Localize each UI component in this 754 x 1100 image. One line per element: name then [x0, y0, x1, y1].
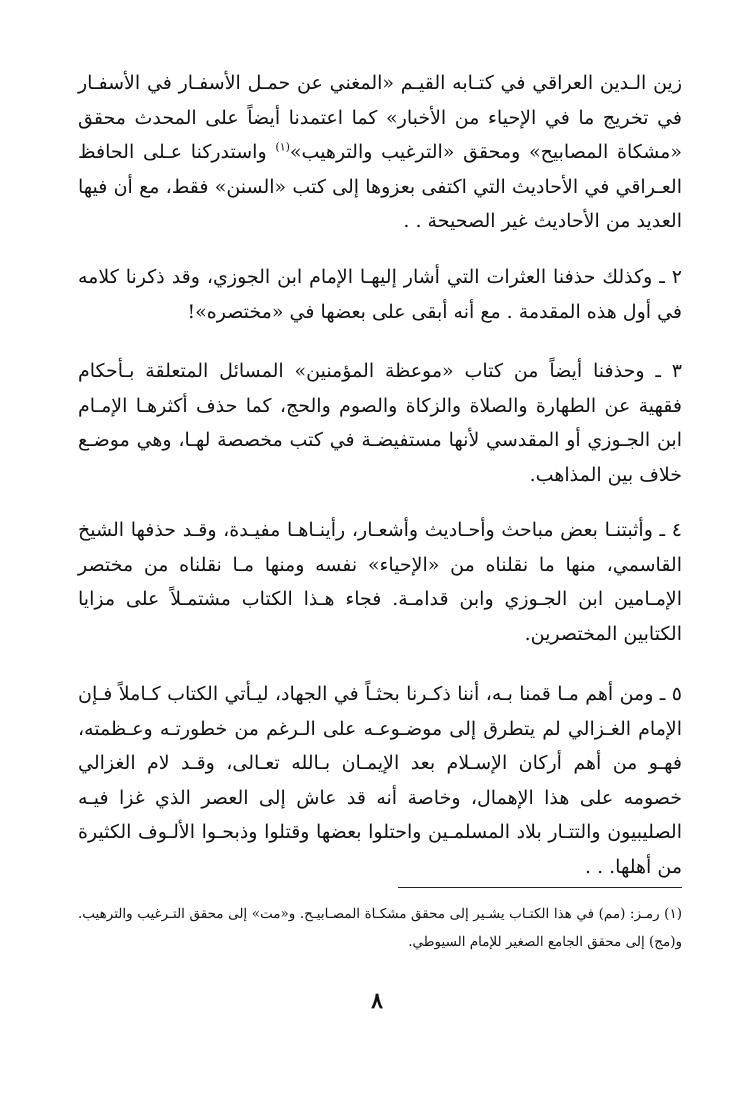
page-number: ٨	[371, 988, 383, 1014]
footnotes	[78, 900, 682, 956]
paragraph-4: ٤ ـ وأثبتنـا بعض مباحث وأحـاديث وأشعـار، رأينـاهـا مفيـدة، وقـد حذفها الشيخ القاسمي، منها ما نقلناه من «الإحياء» نفسه ومنها مـا نقلناه من مختصر الإمـامين ابن الجـوزي وابن قدامـة. فجاء هـذا الكتاب مشتمـلاً على مزايا الكتابين المختصرين.	[78, 519, 682, 645]
footnote-reference[interactable]: (١)	[275, 140, 290, 154]
paragraph-5: ٥ ـ ومن أهم مـا قمنا بـه، أننا ذكـرنا بحثـاً في الجهاد، ليـأتي الكتاب كـاملاً فـإن الإمام الغـزالي لم يتطرق إلى موضـوعـه على الـرغم من خطورتـه وعـظمته، فهـو من أهم أركان الإسـلام بعد الإيمـان بـالله تعـالى، وقـد لام الغزالي خصومه على هذا الإهمال، وخاصة أنه قد عاش إلى العصر الذي غزا فيـه الصليبيون والتتـار بلاد المسلمـين واحتلوا بعضها وقتلوا وذبحـوا الألـوف الكثيرة من أهلها. . .	[78, 683, 682, 878]
paragraph-1-text: زين الـدين العراقي في كتـابه القيـم «المغني عن حمـل الأسفـار في الأسفـار في تخريج ما في الإحياء من الأخبار» كما اعتمدنا أيضاً على المحدث محقق «مشكاة المصابيح» ومحقق «الترغيب والترهيب»	[78, 72, 682, 163]
footnote-1: (١) رمـز: (مم) في هذا الكتـاب يشـير إلى محقق مشكـاة المصـابيـح. و«مت» إلى محقق التـرغيب والترهيب. و(مج) إلى محقق الجامع الصغير للإمام السيوطي.	[78, 906, 682, 950]
footnote-divider	[398, 887, 682, 888]
paragraph-2: ٢ ـ وكذلك حذفنا العثرات التي أشار إليهـا الإمام ابن الجوزي، وقد ذكرنا كلامه في أول هذه المقدمة . مع أنه أبقى على بعضها في «مختصره»!	[78, 266, 682, 323]
paragraph-3: ٣ ـ وحذفنا أيضاً من كتاب «موعظة المؤمنين» المسائل المتعلقة بـأحكام فقهية عن الطهارة والصلاة والزكاة والصوم والحج، كما حذف أكثرهـا الإمـام ابن الجـوزي أو المقدسي لأنها مستفيضـة في كتب مخصصة لهـا، وهي موضـع خلاف بين المذاهب.	[78, 360, 682, 486]
paragraph-1	[78, 66, 682, 239]
paragraph-1-continuation: واستدركنا عـلى الحافظ العـراقي في الأحاديث التي اكتفى بعزوها إلى كتب «السنن» فقط، مع أن فيها العديد من الأحاديث غير الصحيحة . .	[78, 141, 682, 232]
